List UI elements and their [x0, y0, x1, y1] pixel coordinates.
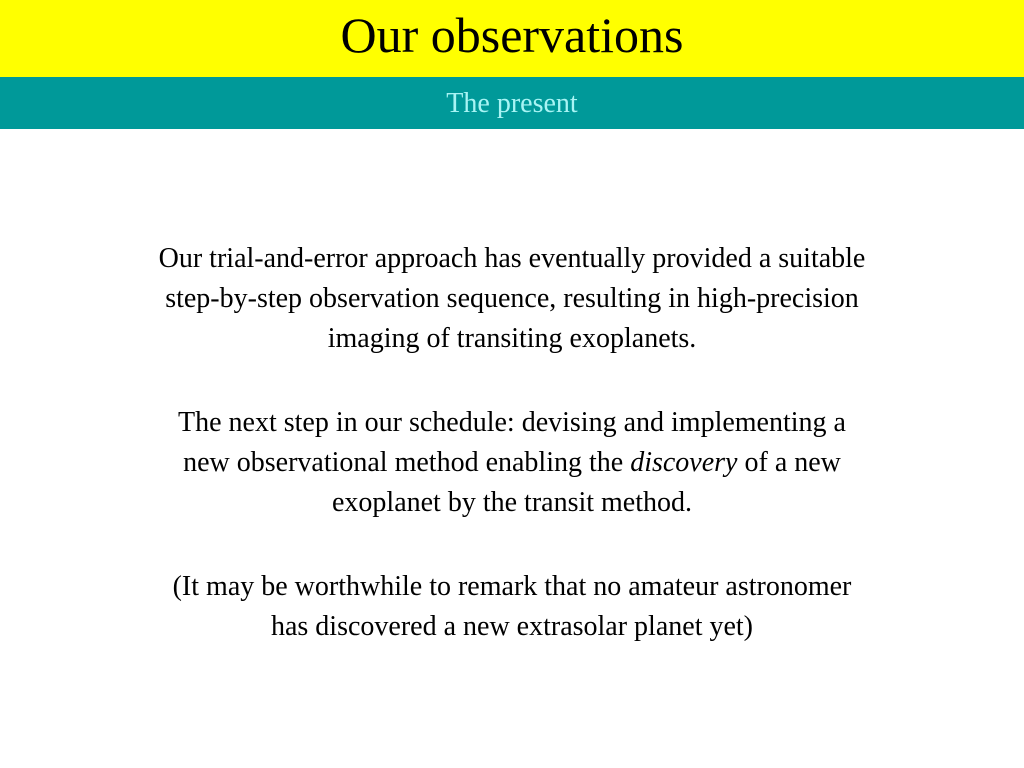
paragraph-2-line-2-before: new observational method enabling the [183, 447, 631, 478]
paragraph-1-line-3: imaging of transiting exoplanets. [327, 323, 697, 354]
title-bar [0, 0, 1024, 77]
paragraph-1-line-1: Our trial-and-error approach has eventually provided a suitable [158, 243, 866, 274]
slide-subtitle: The present [446, 88, 578, 119]
paragraph-remark [60, 567, 964, 647]
paragraph-2-line-2-after: of a new [737, 447, 841, 478]
paragraph-trial-and-error [60, 239, 964, 359]
paragraph-1-line-2: step-by-step observation sequence, resulting in high-precision [165, 283, 859, 314]
slide-body [60, 239, 964, 647]
subtitle-bar [0, 77, 1024, 129]
paragraph-2-line-3: exoplanet by the transit method. [331, 487, 693, 518]
paragraph-next-step [60, 403, 964, 523]
paragraph-3-line-2: has discovered a new extrasolar planet yet) [270, 611, 753, 642]
emphasized-discovery: discovery [630, 447, 738, 478]
slide-title: Our observations [340, 6, 684, 63]
paragraph-3-line-1: (It may be worthwhile to remark that no amateur astronomer [172, 571, 852, 602]
paragraph-2-line-1: The next step in our schedule: devising and implementing a [178, 407, 846, 438]
